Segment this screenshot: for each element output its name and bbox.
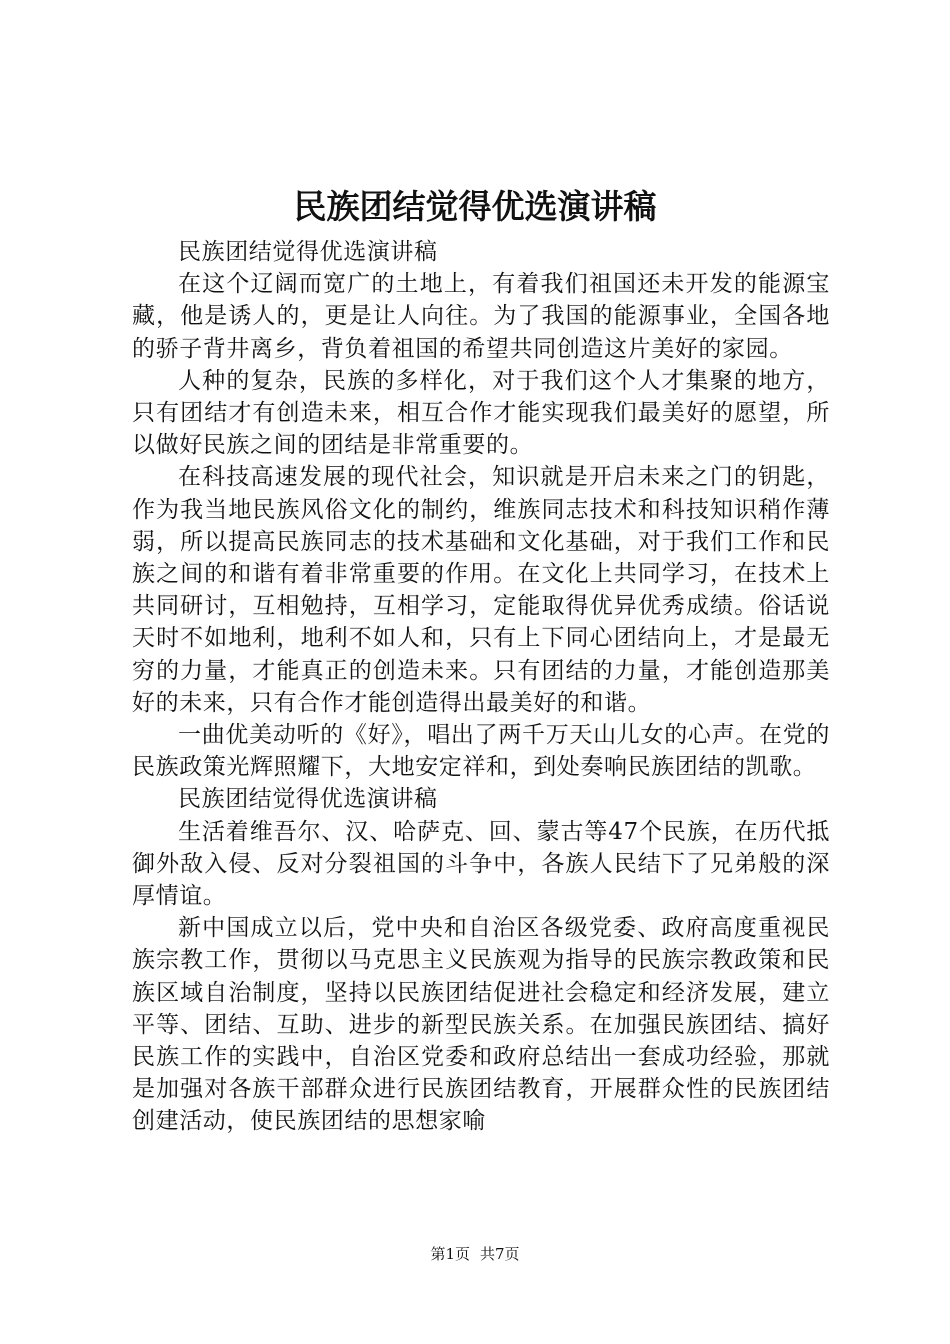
paragraph: 一曲优美动听的《好》，唱出了两千万天山儿女的心声。在党的民族政策光辉照耀下，大地安定祥和，到处奏响民族团结的凯歌。 xyxy=(132,722,830,781)
paragraph: 人种的复杂，民族的多样化，对于我们这个人才集聚的地方，只有团结才有创造未来，相互合作才能实现我们最美好的愿望，所以做好民族之间的团结是非常重要的。 xyxy=(132,367,830,459)
page-footer xyxy=(0,1244,950,1264)
paragraph: 在这个辽阔而宽广的土地上，有着我们祖国还未开发的能源宝藏，他是诱人的，更是让人向往。为了我国的能源事业，全国各地的骄子背井离乡，背负着祖国的希望共同创造这片美好的家园。 xyxy=(132,271,830,362)
paragraph: 在科技高速发展的现代社会，知识就是开启未来之门的钥匙，作为我当地民族风俗文化的制约，维族同志技术和科技知识稍作薄弱，所以提高民族同志的技术基础和文化基础，对于我们工作和民族之间的和谐有着非常重要的作用。在文化上共同学习，在技术上共同研讨，互相勉持，互相学习，定能取得优异优秀成绩。俗话说天时不如地利，地利不如人和，只有上下同心团结向上，才是最无穷的力量，才能真正的创造未来。只有团结的力量，才能创造那美好的未来，只有合作才能创造得出最美好的和谐。 xyxy=(132,464,830,716)
document-body xyxy=(132,236,830,1138)
page-number-total: 共7页 xyxy=(480,1245,520,1263)
page-number-current: 第1页 xyxy=(430,1245,470,1263)
document-title: 民族团结觉得优选演讲稿 xyxy=(293,187,657,226)
paragraph: 民族团结觉得优选演讲稿 xyxy=(178,786,438,813)
paragraph: 民族团结觉得优选演讲稿 xyxy=(178,239,438,265)
paragraph: 新中国成立以后，党中央和自治区各级党委、政府高度重视民族宗教工作，贯彻以马克思主义民族观为指导的民族宗教政策和民族区域自治制度，坚持以民族团结促进社会稳定和经济发展，建立平等、团结、互助、进步的新型民族关系。在加强民族团结、搞好民族工作的实践中，自治区党委和政府总结出一套成功经验，那就是加强对各族干部群众进行民族团结教育，开展群众性的民族团结创建活动，使民族团结的思想家喻 xyxy=(132,915,830,1135)
paragraph: 生活着维吾尔、汉、哈萨克、回、蒙古等47个民族，在历代抵御外敌入侵、反对分裂祖国的斗争中，各族人民结下了兄弟般的深厚情谊。 xyxy=(132,818,830,910)
